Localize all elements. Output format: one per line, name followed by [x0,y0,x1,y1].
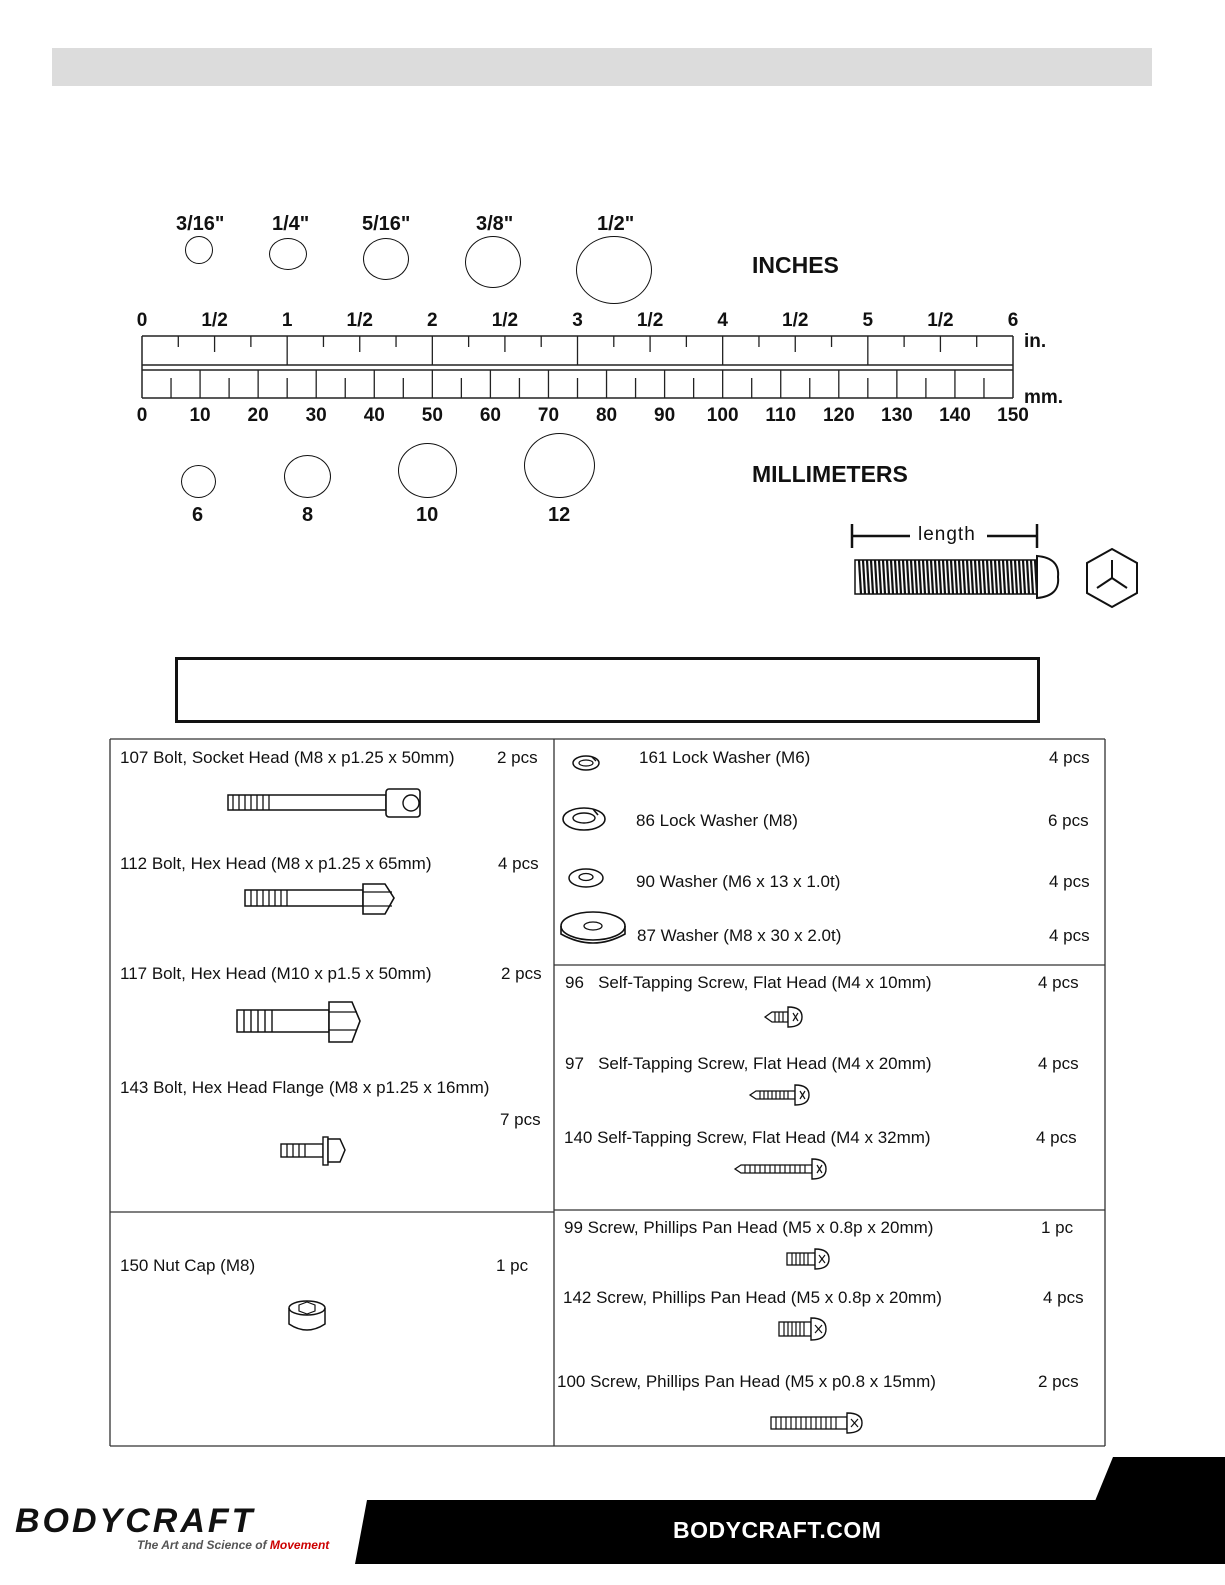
mm-tick-label: 10 [189,405,211,426]
mm-tick-label: 130 [881,405,913,426]
part-qty: 4 pcs [1038,973,1079,992]
inch-unit: in. [1024,331,1047,352]
washer-icon [566,866,608,892]
mm-tick-label: 150 [997,405,1029,426]
millimeters-heading: MILLIMETERS [752,461,908,487]
flange-bolt-icon [278,1134,348,1168]
self-tapping-screw-icon [732,1156,832,1182]
mm-tick-label: 60 [479,405,501,426]
socket-head-bolt-icon [225,786,425,820]
mm-tick-label: 120 [822,405,855,426]
part-name: 161 Lock Washer (M6) [639,748,811,767]
mm-size-label: 8 [302,504,314,526]
inch-tick-label: 2 [427,310,438,331]
lock-washer-icon [570,752,604,774]
part-name: 150 Nut Cap (M8) [120,1256,256,1275]
mm-tick-label: 40 [363,405,385,426]
inch-tick-label: 4 [717,310,728,331]
mm-size-label: 6 [192,504,204,526]
part-qty: 2 pcs [501,964,542,983]
mm-size-label: 10 [416,504,439,526]
part-qty: 4 pcs [1049,748,1090,767]
part-qty: 4 pcs [1038,1054,1079,1073]
self-tapping-screw-icon [747,1082,813,1108]
part-name: 107 Bolt, Socket Head (M8 x p1.25 x 50mm) [120,748,455,767]
part-qty: 6 pcs [1048,811,1089,830]
mm-tick-label: 100 [706,405,739,426]
footer-accent [1095,1457,1225,1501]
mm-tick-label: 50 [421,405,443,426]
mm-tick-label: 80 [595,405,618,426]
part-qty: 1 pc [1041,1218,1074,1237]
self-tapping-screw-icon [762,1004,806,1030]
lock-washer-icon [561,805,609,835]
mm-tick-label: 30 [305,405,327,426]
inch-tick-label: 1/2 [636,310,664,331]
mm-size-label: 12 [548,504,571,526]
part-name: 140 Self-Tapping Screw, Flat Head (M4 x 32mm) [564,1128,931,1147]
part-qty: 7 pcs [500,1110,541,1129]
hex-head-bolt-icon [242,880,402,920]
inch-tick-label: 1/2 [201,310,228,331]
part-qty: 4 pcs [498,854,539,873]
inch-size-label: 3/16" [176,213,225,235]
inch-size-label: 3/8" [476,213,514,235]
inch-tick-label: 3 [572,310,583,331]
part-name: 86 Lock Washer (M8) [636,811,798,830]
inch-tick-label: 1/2 [346,310,373,331]
part-name: 99 Screw, Phillips Pan Head (M5 x 0.8p x 20mm) [564,1218,934,1237]
mm-tick-label: 20 [247,405,269,426]
inch-tick-label: 1/2 [927,310,954,331]
brand-tagline: The Art and Science of Movement [137,1538,330,1552]
part-qty: 2 pcs [497,748,538,767]
part-name: 96 Self-Tapping Screw, Flat Head (M4 x 10mm) [565,973,932,992]
part-qty: 4 pcs [1049,926,1090,945]
inch-tick-label: 6 [1007,310,1019,331]
nut-cap-icon [285,1298,331,1336]
inch-size-label: 1/2" [597,213,635,235]
inch-tick-label: 1/2 [491,310,519,331]
inch-tick-label: 5 [862,310,874,331]
mm-tick-label: 90 [654,405,676,426]
part-name: 90 Washer (M6 x 13 x 1.0t) [636,872,841,891]
part-name: 97 Self-Tapping Screw, Flat Head (M4 x 20mm) [565,1054,932,1073]
phillips-screw-icon [784,1246,832,1272]
part-name: 143 Bolt, Hex Head Flange (M8 x p1.25 x 16mm) [120,1078,490,1097]
part-qty: 4 pcs [1036,1128,1077,1147]
inches-heading: INCHES [752,252,839,278]
phillips-screw-icon [776,1315,830,1343]
phillips-screw-icon [768,1410,866,1436]
website-link[interactable]: BODYCRAFT.COM [673,1517,882,1543]
inch-tick-label: 1 [281,310,293,331]
part-name: 112 Bolt, Hex Head (M8 x p1.25 x 65mm) [120,854,432,873]
part-qty: 4 pcs [1043,1288,1084,1307]
part-qty: 2 pcs [1038,1372,1079,1391]
mm-tick-label: 110 [765,405,797,426]
brand-logo: BODYCRAFT [15,1502,256,1540]
part-name: 117 Bolt, Hex Head (M10 x p1.5 x 50mm) [120,964,432,983]
inch-size-label: 5/16" [362,213,411,235]
mm-tick-label: 70 [537,405,560,426]
part-name: 142 Screw, Phillips Pan Head (M5 x 0.8p x 20mm) [563,1288,942,1307]
length-label: length [918,524,976,545]
hex-head-bolt-icon [234,998,364,1046]
part-name: 87 Washer (M8 x 30 x 2.0t) [637,926,842,945]
part-name: 100 Screw, Phillips Pan Head (M5 x p0.8 x 15mm) [557,1372,936,1391]
mm-unit: mm. [1024,387,1064,408]
inch-size-label: 1/4" [272,213,310,235]
washer-icon [558,906,630,954]
part-qty: 4 pcs [1049,872,1090,891]
mm-tick-label: 0 [136,405,148,426]
inch-tick-label: 1/2 [782,310,809,331]
inch-tick-label: 0 [136,310,148,331]
mm-tick-label: 140 [939,405,971,426]
part-qty: 1 pc [496,1256,529,1275]
